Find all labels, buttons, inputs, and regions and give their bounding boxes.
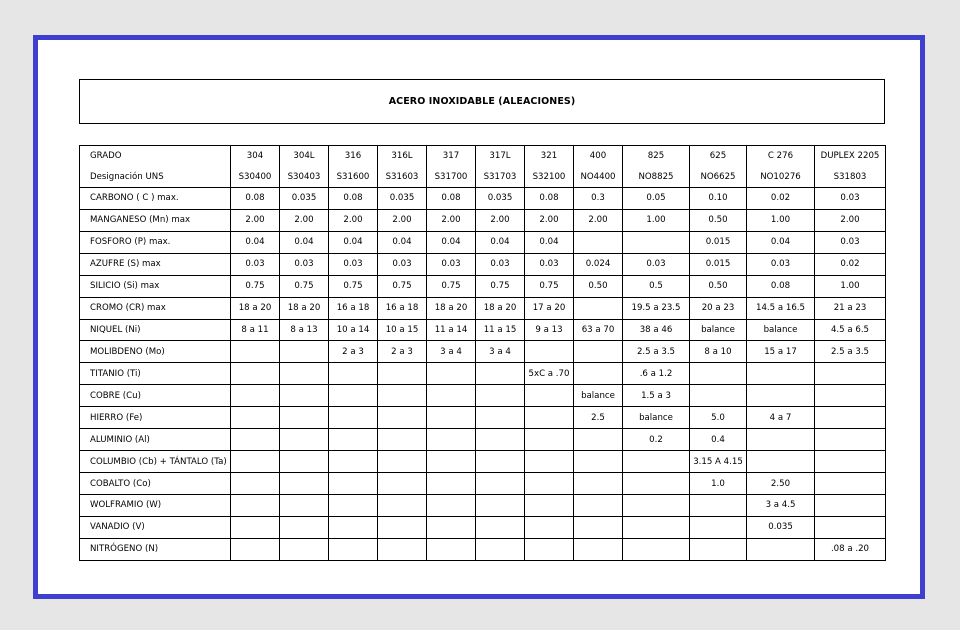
value-cell: 19.5 a 23.5 — [623, 297, 690, 319]
value-cell — [378, 473, 427, 495]
value-cell — [231, 385, 280, 407]
value-cell — [476, 473, 525, 495]
value-cell — [427, 407, 476, 429]
document-frame — [33, 35, 925, 599]
value-cell: .6 a 1.2 — [623, 363, 690, 385]
value-cell: 0.75 — [329, 275, 378, 297]
value-cell: 0.75 — [378, 275, 427, 297]
value-cell — [476, 516, 525, 538]
value-cell: 17 a 20 — [525, 297, 574, 319]
value-cell: 0.03 — [623, 253, 690, 275]
value-cell — [231, 473, 280, 495]
value-cell: 0.03 — [815, 231, 886, 253]
value-cell — [329, 385, 378, 407]
value-cell — [574, 538, 623, 560]
document-title: ACERO INOXIDABLE (ALEACIONES) — [79, 79, 885, 124]
value-cell: 0.04 — [378, 231, 427, 253]
value-cell: 0.08 — [427, 187, 476, 209]
value-cell — [574, 231, 623, 253]
value-cell: 2.5 a 3.5 — [815, 341, 886, 363]
value-cell: 16 a 18 — [329, 297, 378, 319]
value-cell — [574, 473, 623, 495]
value-cell — [329, 429, 378, 451]
value-cell: 3 a 4 — [427, 341, 476, 363]
grade-cell: 400 — [574, 146, 623, 167]
table-row — [80, 495, 886, 517]
value-cell: 11 a 15 — [476, 319, 525, 341]
value-cell: 0.035 — [747, 516, 815, 538]
value-cell: 15 a 17 — [747, 341, 815, 363]
property-label: NIQUEL (Ni) — [80, 319, 231, 341]
value-cell — [427, 538, 476, 560]
value-cell: 0.04 — [280, 231, 329, 253]
value-cell — [476, 429, 525, 451]
value-cell — [690, 538, 747, 560]
value-cell — [378, 516, 427, 538]
value-cell — [574, 516, 623, 538]
value-cell — [427, 516, 476, 538]
value-cell — [525, 473, 574, 495]
value-cell — [525, 385, 574, 407]
value-cell: 8 a 11 — [231, 319, 280, 341]
value-cell — [623, 516, 690, 538]
grade-cell: DUPLEX 2205 — [815, 146, 886, 167]
property-label: CROMO (CR) max — [80, 297, 231, 319]
value-cell: 0.03 — [815, 187, 886, 209]
value-cell: 1.00 — [815, 275, 886, 297]
value-cell — [574, 495, 623, 517]
grade-cell: 316 — [329, 146, 378, 167]
value-cell — [525, 516, 574, 538]
value-cell — [623, 231, 690, 253]
value-cell — [815, 451, 886, 473]
value-cell: 2.5 a 3.5 — [623, 341, 690, 363]
grade-cell: 625 — [690, 146, 747, 167]
value-cell — [427, 385, 476, 407]
value-cell — [525, 538, 574, 560]
uns-cell: NO8825 — [623, 166, 690, 187]
value-cell — [378, 451, 427, 473]
value-cell — [747, 451, 815, 473]
value-cell — [231, 341, 280, 363]
value-cell: 0.2 — [623, 429, 690, 451]
table-row — [80, 451, 886, 473]
property-label: MOLIBDENO (Mo) — [80, 341, 231, 363]
property-label: MANGANESO (Mn) max — [80, 209, 231, 231]
table-body — [80, 146, 886, 561]
value-cell: 21 a 23 — [815, 297, 886, 319]
table-row — [80, 187, 886, 209]
uns-cell: NO10276 — [747, 166, 815, 187]
value-cell: 0.08 — [747, 275, 815, 297]
table-row — [80, 341, 886, 363]
value-cell: balance — [623, 407, 690, 429]
value-cell — [231, 451, 280, 473]
value-cell: 0.02 — [747, 187, 815, 209]
table-row — [80, 385, 886, 407]
value-cell — [574, 297, 623, 319]
value-cell — [427, 451, 476, 473]
value-cell — [623, 495, 690, 517]
value-cell — [574, 429, 623, 451]
value-cell: 14.5 a 16.5 — [747, 297, 815, 319]
property-label: HIERRO (Fe) — [80, 407, 231, 429]
value-cell — [690, 495, 747, 517]
value-cell: 2.00 — [378, 209, 427, 231]
value-cell — [476, 385, 525, 407]
value-cell — [280, 385, 329, 407]
value-cell — [231, 516, 280, 538]
property-label: FOSFORO (P) max. — [80, 231, 231, 253]
value-cell: 2.00 — [280, 209, 329, 231]
value-cell: 4.5 a 6.5 — [815, 319, 886, 341]
value-cell: 0.04 — [525, 231, 574, 253]
value-cell — [280, 538, 329, 560]
value-cell — [378, 538, 427, 560]
value-cell — [815, 363, 886, 385]
value-cell: .08 a .20 — [815, 538, 886, 560]
grade-cell: 304 — [231, 146, 280, 167]
property-label: AZUFRE (S) max — [80, 253, 231, 275]
value-cell: 2.00 — [231, 209, 280, 231]
table-row — [80, 538, 886, 560]
value-cell — [815, 407, 886, 429]
grade-cell: 316L — [378, 146, 427, 167]
value-cell — [329, 538, 378, 560]
value-cell — [476, 495, 525, 517]
value-cell: 2.00 — [476, 209, 525, 231]
value-cell — [815, 516, 886, 538]
value-cell: 38 a 46 — [623, 319, 690, 341]
value-cell: 0.024 — [574, 253, 623, 275]
value-cell: 18 a 20 — [476, 297, 525, 319]
value-cell: 0.5 — [623, 275, 690, 297]
value-cell: 0.10 — [690, 187, 747, 209]
value-cell: 0.035 — [378, 187, 427, 209]
grade-cell: 317 — [427, 146, 476, 167]
value-cell — [378, 363, 427, 385]
value-cell: 18 a 20 — [280, 297, 329, 319]
value-cell — [231, 363, 280, 385]
value-cell — [378, 407, 427, 429]
table-row — [80, 297, 886, 319]
value-cell: 8 a 13 — [280, 319, 329, 341]
property-label: SILICIO (Si) max — [80, 275, 231, 297]
alloy-table — [79, 145, 886, 561]
grade-label: GRADO — [80, 146, 231, 167]
value-cell — [427, 363, 476, 385]
uns-cell: S31603 — [378, 166, 427, 187]
value-cell: 2 a 3 — [378, 341, 427, 363]
value-cell — [574, 451, 623, 473]
value-cell — [280, 516, 329, 538]
value-cell: 0.50 — [690, 275, 747, 297]
value-cell: balance — [690, 319, 747, 341]
value-cell — [280, 363, 329, 385]
value-cell: 0.03 — [280, 253, 329, 275]
value-cell: 4 a 7 — [747, 407, 815, 429]
table-row — [80, 473, 886, 495]
value-cell — [280, 407, 329, 429]
value-cell: 2 a 3 — [329, 341, 378, 363]
uns-cell: NO6625 — [690, 166, 747, 187]
value-cell — [280, 451, 329, 473]
value-cell: 0.03 — [378, 253, 427, 275]
value-cell — [815, 473, 886, 495]
value-cell: 0.04 — [231, 231, 280, 253]
value-cell — [231, 495, 280, 517]
value-cell: 3.15 A 4.15 — [690, 451, 747, 473]
value-cell: 1.00 — [747, 209, 815, 231]
value-cell: 0.03 — [427, 253, 476, 275]
uns-cell: S31600 — [329, 166, 378, 187]
value-cell: 1.00 — [623, 209, 690, 231]
table-row — [80, 319, 886, 341]
value-cell: 2.00 — [525, 209, 574, 231]
value-cell — [280, 429, 329, 451]
uns-cell: S31803 — [815, 166, 886, 187]
value-cell: 2.50 — [747, 473, 815, 495]
grade-header-row — [80, 146, 886, 167]
property-label: COBALTO (Co) — [80, 473, 231, 495]
grade-cell: 317L — [476, 146, 525, 167]
uns-cell: S30400 — [231, 166, 280, 187]
value-cell: 10 a 15 — [378, 319, 427, 341]
uns-cell: S30403 — [280, 166, 329, 187]
value-cell — [747, 538, 815, 560]
value-cell — [231, 538, 280, 560]
value-cell — [574, 341, 623, 363]
value-cell — [690, 516, 747, 538]
grade-cell: 321 — [525, 146, 574, 167]
property-label: ALUMINIO (Al) — [80, 429, 231, 451]
value-cell: 0.03 — [476, 253, 525, 275]
value-cell — [378, 385, 427, 407]
value-cell: 0.04 — [747, 231, 815, 253]
value-cell — [747, 385, 815, 407]
value-cell: 0.03 — [329, 253, 378, 275]
value-cell: 0.75 — [427, 275, 476, 297]
table-row — [80, 253, 886, 275]
grade-cell: C 276 — [747, 146, 815, 167]
value-cell: 1.0 — [690, 473, 747, 495]
value-cell — [280, 341, 329, 363]
value-cell: 0.3 — [574, 187, 623, 209]
property-label: CARBONO ( C ) max. — [80, 187, 231, 209]
value-cell — [525, 407, 574, 429]
value-cell — [623, 451, 690, 473]
value-cell: 9 a 13 — [525, 319, 574, 341]
value-cell — [525, 495, 574, 517]
value-cell — [747, 363, 815, 385]
uns-header-row — [80, 166, 886, 187]
value-cell — [525, 341, 574, 363]
grade-cell: 304L — [280, 146, 329, 167]
value-cell: 10 a 14 — [329, 319, 378, 341]
value-cell — [476, 363, 525, 385]
value-cell: 18 a 20 — [231, 297, 280, 319]
value-cell: 0.08 — [525, 187, 574, 209]
value-cell — [329, 363, 378, 385]
value-cell: 0.015 — [690, 253, 747, 275]
value-cell — [280, 495, 329, 517]
value-cell — [231, 407, 280, 429]
value-cell: 2.00 — [574, 209, 623, 231]
property-label: COLUMBIO (Cb) + TÁNTALO (Ta) — [80, 451, 231, 473]
property-label: WOLFRAMIO (W) — [80, 495, 231, 517]
value-cell — [747, 429, 815, 451]
value-cell — [280, 473, 329, 495]
value-cell: 2.5 — [574, 407, 623, 429]
uns-cell: S31703 — [476, 166, 525, 187]
table-row — [80, 231, 886, 253]
value-cell: 11 a 14 — [427, 319, 476, 341]
value-cell — [329, 473, 378, 495]
value-cell: balance — [574, 385, 623, 407]
value-cell: 63 a 70 — [574, 319, 623, 341]
uns-cell: S32100 — [525, 166, 574, 187]
value-cell: 2.00 — [329, 209, 378, 231]
value-cell: 0.75 — [280, 275, 329, 297]
value-cell — [476, 538, 525, 560]
value-cell — [815, 429, 886, 451]
value-cell — [329, 495, 378, 517]
value-cell — [329, 407, 378, 429]
value-cell: 0.50 — [690, 209, 747, 231]
property-label: TITANIO (Ti) — [80, 363, 231, 385]
value-cell: 5xC a .70 — [525, 363, 574, 385]
value-cell: 2.00 — [815, 209, 886, 231]
value-cell — [378, 495, 427, 517]
property-label: COBRE (Cu) — [80, 385, 231, 407]
value-cell: 0.03 — [525, 253, 574, 275]
grade-cell: 825 — [623, 146, 690, 167]
value-cell — [231, 429, 280, 451]
value-cell: 0.03 — [231, 253, 280, 275]
value-cell — [476, 407, 525, 429]
value-cell — [378, 429, 427, 451]
value-cell: 0.75 — [476, 275, 525, 297]
table-row — [80, 209, 886, 231]
value-cell: balance — [747, 319, 815, 341]
value-cell: 18 a 20 — [427, 297, 476, 319]
property-label: VANADIO (V) — [80, 516, 231, 538]
value-cell: 0.4 — [690, 429, 747, 451]
value-cell: 0.04 — [476, 231, 525, 253]
value-cell: 0.75 — [525, 275, 574, 297]
value-cell: 3 a 4.5 — [747, 495, 815, 517]
uns-label: Designación UNS — [80, 166, 231, 187]
value-cell: 0.015 — [690, 231, 747, 253]
value-cell — [329, 451, 378, 473]
value-cell: 0.04 — [329, 231, 378, 253]
value-cell: 0.035 — [280, 187, 329, 209]
value-cell: 0.08 — [329, 187, 378, 209]
table-row — [80, 429, 886, 451]
value-cell — [574, 363, 623, 385]
value-cell — [427, 495, 476, 517]
uns-cell: NO4400 — [574, 166, 623, 187]
value-cell — [525, 451, 574, 473]
value-cell: 0.50 — [574, 275, 623, 297]
value-cell — [525, 429, 574, 451]
value-cell — [690, 385, 747, 407]
property-label: NITRÓGENO (N) — [80, 538, 231, 560]
table-row — [80, 407, 886, 429]
value-cell: 0.05 — [623, 187, 690, 209]
table-row — [80, 275, 886, 297]
value-cell: 0.75 — [231, 275, 280, 297]
value-cell — [623, 473, 690, 495]
table-row — [80, 516, 886, 538]
value-cell: 0.035 — [476, 187, 525, 209]
value-cell: 0.02 — [815, 253, 886, 275]
value-cell: 20 a 23 — [690, 297, 747, 319]
value-cell: 16 a 18 — [378, 297, 427, 319]
uns-cell: S31700 — [427, 166, 476, 187]
value-cell: 1.5 a 3 — [623, 385, 690, 407]
value-cell — [476, 451, 525, 473]
value-cell: 0.04 — [427, 231, 476, 253]
value-cell — [690, 363, 747, 385]
value-cell — [815, 385, 886, 407]
value-cell — [427, 429, 476, 451]
value-cell: 8 a 10 — [690, 341, 747, 363]
value-cell: 0.08 — [231, 187, 280, 209]
value-cell — [815, 495, 886, 517]
table-row — [80, 363, 886, 385]
value-cell: 5.0 — [690, 407, 747, 429]
value-cell: 2.00 — [427, 209, 476, 231]
value-cell: 0.03 — [747, 253, 815, 275]
value-cell: 3 a 4 — [476, 341, 525, 363]
value-cell — [329, 516, 378, 538]
value-cell — [427, 473, 476, 495]
value-cell — [623, 538, 690, 560]
